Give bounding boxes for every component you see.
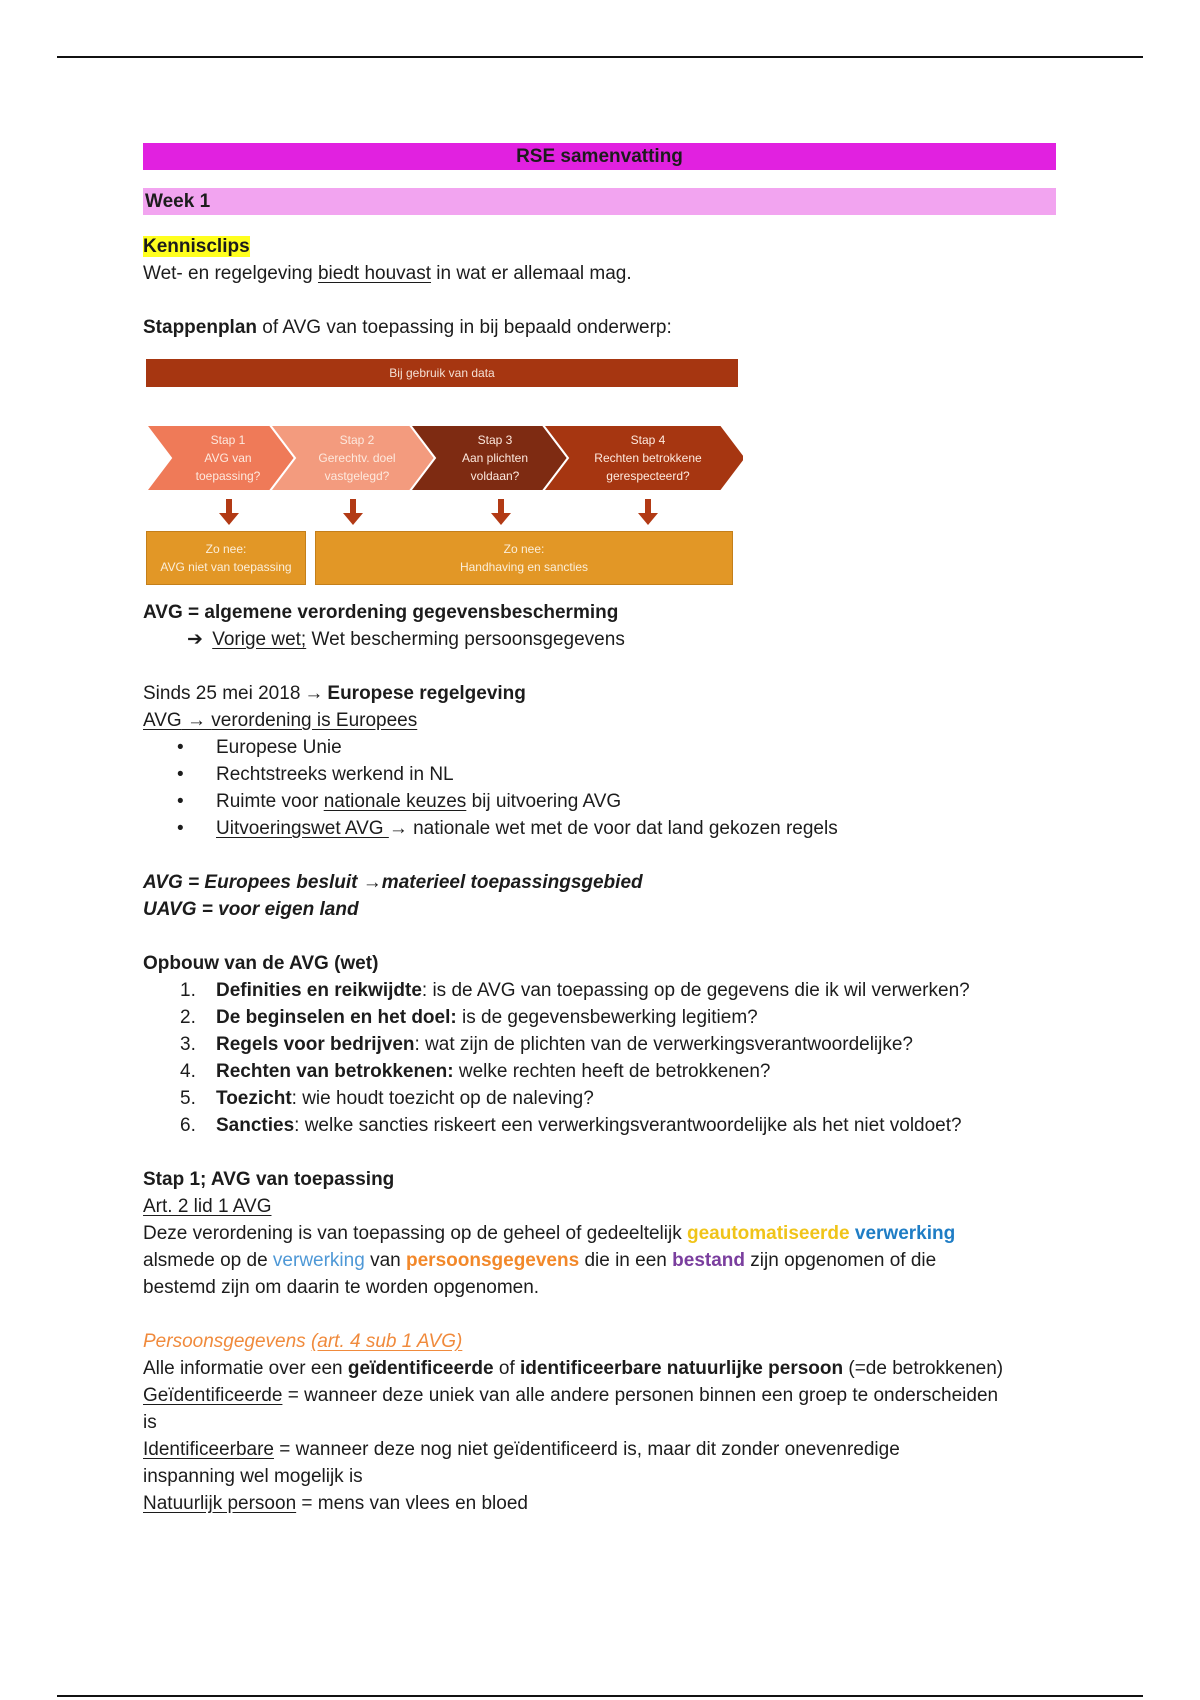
list-item: 3. Regels voor bedrijven: wat zijn de plichten van de verwerkingsverantwoordelijke? xyxy=(180,1034,913,1055)
list-item: 6. Sancties: welke sancties riskeert een verwerkingsverantwoordelijke als het niet voldoet? xyxy=(180,1115,962,1136)
list-item: 4. Rechten van betrokkenen: welke rechten heeft de betrokkenen? xyxy=(180,1061,771,1082)
stap1-article: Art. 2 lid 1 AVG xyxy=(143,1196,272,1217)
diagram-top-bar: Bij gebruik van data xyxy=(146,359,738,387)
step-2-label: Stap 2 Gerechtv. doel vastgelegd? xyxy=(318,433,396,483)
definition-identificeerbare-cont: inspanning wel mogelijk is xyxy=(143,1466,363,1487)
definition-identificeerbare: Identificeerbare = wanneer deze nog niet geïdentificeerd is, maar dit zonder onevenredige xyxy=(143,1439,900,1460)
box-handhaving-en-sancties: Zo nee: Handhaving en sancties xyxy=(315,531,733,585)
down-arrow-icon xyxy=(638,499,658,525)
down-arrow-icon xyxy=(343,499,363,525)
list-item: • Europese Unie xyxy=(143,734,1056,761)
arrow-icon: → xyxy=(304,683,324,704)
kennisclips-heading xyxy=(143,233,1056,260)
opbouw-list xyxy=(143,977,1056,1139)
opbouw-title: Opbouw van de AVG (wet) xyxy=(143,953,379,974)
step-3-label: Stap 3 Aan plichten voldaan? xyxy=(461,433,529,483)
definition-geidentificeerde: Geïdentificeerde = wanneer deze uniek van alle andere personen binnen een groep te onderscheiden xyxy=(143,1385,999,1406)
arrow-icon: → xyxy=(362,872,382,893)
avg-bullet-list xyxy=(143,734,1056,842)
arrow-icon: ➔ xyxy=(187,629,203,650)
sinds-line: Sinds 25 mei 2018 → Europese regelgeving xyxy=(143,680,1056,707)
list-item: • Ruimte voor nationale keuzes bij uitvoering AVG xyxy=(143,788,1056,815)
list-item: • Rechtstreeks werkend in NL xyxy=(143,761,1056,788)
kennisclips-label: Kennisclips xyxy=(143,236,250,257)
list-item: 1. Definities en reikwijdte: is de AVG van toepassing op de gegevens die ik wil verwerken? xyxy=(180,980,970,1001)
stap1-text-2: alsmede op de verwerking van persoonsgegevens die in een bestand zijn opgenomen of die xyxy=(143,1250,937,1271)
besluit-line-2: UAVG = voor eigen land xyxy=(143,899,359,920)
week-heading: Week 1 xyxy=(143,188,1056,215)
stap1-text-3: bestemd zijn om daarin te worden opgenomen. xyxy=(143,1277,540,1298)
besluit-line-1: AVG = Europees besluit →materieel toepassingsgebied xyxy=(143,872,643,893)
arrow-icon: → xyxy=(187,710,206,731)
stap1-title: Stap 1; AVG van toepassing xyxy=(143,1169,395,1190)
arrow-icon: → xyxy=(388,818,414,839)
box-avg-niet-van-toepassing: Zo nee: AVG niet van toepassing xyxy=(146,531,306,585)
avg-stappenplan-diagram xyxy=(143,359,743,589)
document-title: RSE samenvatting xyxy=(143,143,1056,170)
bottom-rule xyxy=(57,1695,1143,1697)
avg-verordening-line: AVG → verordening is Europees xyxy=(143,710,418,731)
list-item: 5. Toezicht: wie houdt toezicht op de naleving? xyxy=(180,1088,594,1109)
down-arrow-icon xyxy=(219,499,239,525)
document-body xyxy=(143,143,1056,1517)
down-arrow-icon xyxy=(491,499,511,525)
definition-natuurlijk-persoon: Natuurlijk persoon = mens van vlees en bloed xyxy=(143,1493,528,1514)
persoonsgegevens-heading: Persoonsgegevens (art. 4 sub 1 AVG) xyxy=(143,1331,463,1352)
definition-geidentificeerde-cont: is xyxy=(143,1412,157,1433)
top-rule xyxy=(57,56,1143,58)
kennisclips-line: Wet- en regelgeving biedt houvast in wat er allemaal mag. xyxy=(143,263,632,284)
list-item: • Uitvoeringswet AVG → nationale wet met de voor dat land gekozen regels xyxy=(143,815,1056,842)
step-4-label: Stap 4 Rechten betrokkene gerespecteerd? xyxy=(594,433,702,483)
avg-definition: AVG = algemene verordening gegevensbescherming xyxy=(143,602,619,623)
step-1-label: Stap 1 AVG van toepassing? xyxy=(195,433,261,483)
vorige-wet-line: ➔ Vorige wet; Wet bescherming persoonsgegevens xyxy=(143,626,1056,653)
stappenplan-line: Stappenplan of AVG van toepassing in bij bepaald onderwerp: xyxy=(143,317,672,338)
persoonsgegevens-line: Alle informatie over een geïdentificeerde of identificeerbare natuurlijke persoon (=de betrokkenen) xyxy=(143,1358,1004,1379)
list-item: 2. De beginselen en het doel: is de gegevensbewerking legitiem? xyxy=(180,1007,758,1028)
stap1-text-1: Deze verordening is van toepassing op de geheel of gedeeltelijk geautomatiseerde verwerking xyxy=(143,1223,956,1244)
